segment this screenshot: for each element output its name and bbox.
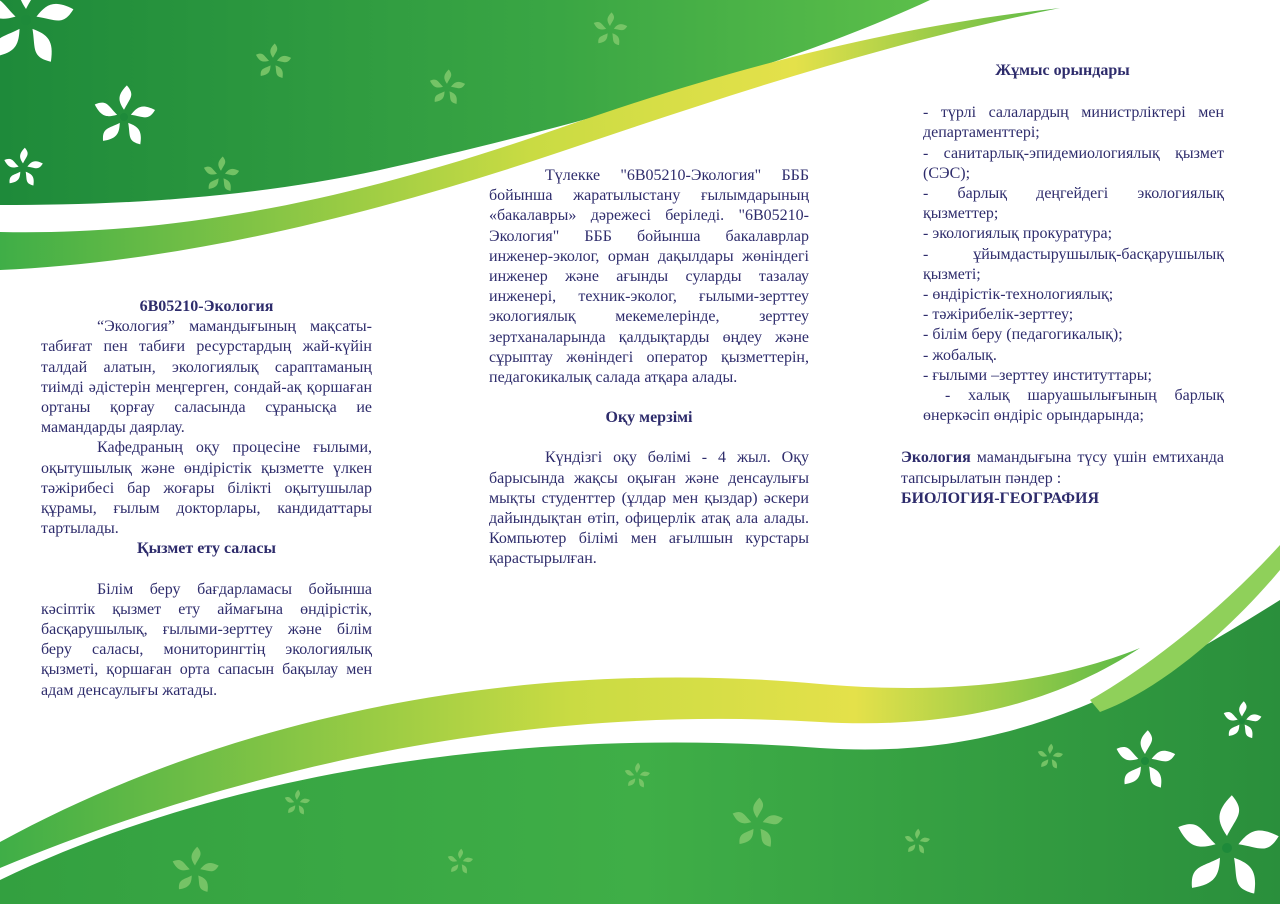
workplace-item: - ғылыми –зерттеу институттары; (923, 366, 1152, 384)
workplace-item: - өндірістік-технологиялық; (923, 286, 1114, 304)
exam-specialty-name: Экология (901, 449, 971, 467)
left-column (41, 297, 372, 701)
program-title: 6B05210-Экология (139, 298, 274, 315)
workplace-item: - барлық деңгейдегі экологиялық қызметтер; (923, 185, 1224, 223)
middle-column (489, 166, 809, 570)
service-area-paragraph: Білім беру бағдарламасы бойынша кәсіптік қызмет ету аймағына өндірістік, басқарушылық, ғылыми-зерттеу және білім беру саласы, мониторингтің экологиялық қызметі, қоршаған орта сапасын бақылау мен адам денсаулығы жатады. (41, 580, 372, 699)
right-column (901, 61, 1224, 509)
exam-subjects (901, 489, 1224, 509)
exam-subjects-text: БИОЛОГИЯ-ГЕОГРАФИЯ (901, 489, 1100, 507)
degree-paragraph: Түлекке "6B05210-Экология" БББ бойынша жаратылыстану ғылымдарының «бакалавры» дәрежесі беріледі. "6B05210-Экология" БББ бойынша бакалаврлар инженер-эколог, орман дақылдары жөніндегі инженер және ағынды суларды тазалау инженері, техник-эколог, ғылыми-зерттеу экологиялық мекемелерінде, зерттеу зертханаларында қалдықтарды өңдеу және сұрыптау жөніндегі оператор қызметтерін, педагокикалық салада атқара алады. (489, 167, 809, 387)
workplace-item: - білім беру (педагогикалық); (923, 326, 1123, 344)
entrance-exam-paragraph (901, 448, 1224, 488)
study-period-paragraph: Күндізгі оқу бөлімі - 4 жыл. Оқу барысында жақсы оқыған және денсаулығы мықты студенттер (ұлдар мен қыздар) әскери дайындықтан өтіп, офицерлік атақ ала алады. Компьютер білімі мен ағылшын курстары қарастырылған. (489, 449, 809, 568)
workplace-item: - санитарлық-эпидемиологиялық қызмет (СЭС); (923, 144, 1224, 182)
program-goal-paragraph: “Экология” мамандығының мақсаты- табиғат пен табиғи ресурстардың жай-күйін талдай алатын, экологиялық сараптаманың тиімді әдістерін меңгерген, сондай-ақ қоршаған ортаны қорғау саласында сұранысқа ие мамандарды даярлау. (41, 318, 372, 437)
workplace-item: - тәжірибелік-зерттеу; (923, 306, 1074, 324)
workplace-item: - ұйымдастырушылық-басқарушылық қызметі; (923, 245, 1224, 283)
workplace-item: - халық шаруашылығының барлық өнеркәсіп өндіріс орындарында; (923, 387, 1224, 425)
workplace-item: - жобалық. (923, 346, 997, 364)
exam-text: мамандығына түсу үшін емтиханда тапсырылатын пәндер : (901, 449, 1224, 487)
service-area-heading: Қызмет ету саласы (137, 540, 276, 558)
workplace-item: - экологиялық прокуратура; (923, 225, 1113, 243)
study-period-heading: Оқу мерзімі (605, 409, 693, 427)
workplaces-heading: Жұмыс орындары (995, 62, 1130, 79)
faculty-paragraph: Кафедраның оқу процесіне ғылыми, оқытушылық және өндірістік қызметте үлкен тәжірибесі бар жоғары білікті оқытушылар құрамы, ғылым докторлары, кандидаттары тартылады. (41, 439, 372, 538)
workplace-item: - түрлі салалардың министрліктері мен департаменттері; (923, 104, 1224, 142)
